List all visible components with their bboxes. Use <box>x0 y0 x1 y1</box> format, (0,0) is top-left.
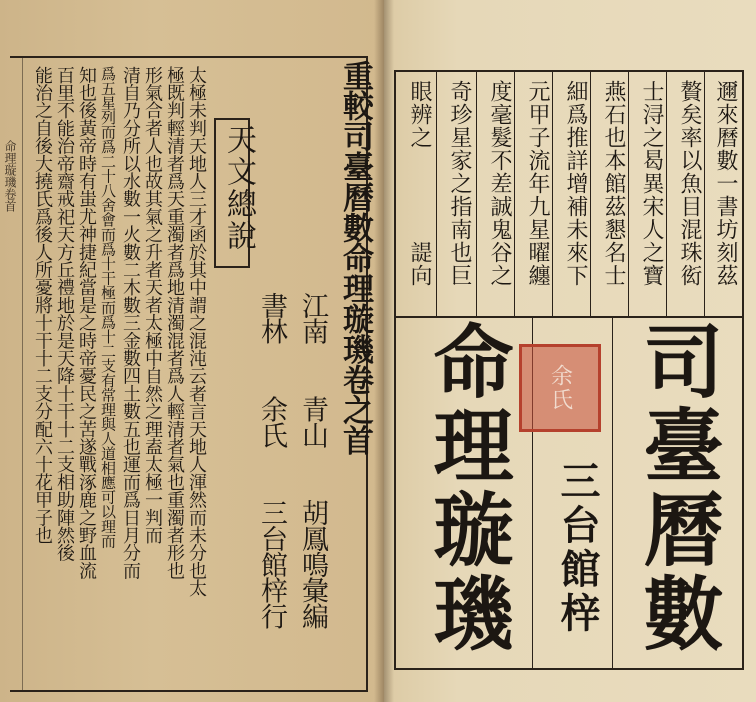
compiler-line: 江南 青山 胡鳳鳴彙編 <box>297 292 328 629</box>
frame-top-rule <box>10 56 368 58</box>
preface-column: 元甲子流年九星曜纏 <box>525 80 550 287</box>
cover-publisher: 三台館梓 <box>554 460 601 636</box>
preface-column: 細爲推詳增補未來下 <box>563 80 588 287</box>
body-column: 極既判輕清者爲天重濁者爲地清濁混者爲人輕清者氣也重濁者形也 <box>164 66 185 580</box>
cover-title-right: 司臺曆數 <box>630 320 724 656</box>
preface-column: 士浔之曷異宋人之寶 <box>639 80 664 287</box>
book-spine-fold <box>374 0 394 702</box>
preface-column: 贅矣率以魚目混珠衒 <box>677 80 702 287</box>
frame-inner-rule <box>22 56 23 692</box>
body-column: 清自乃分所以水數一火數二木數三金數四土數五也運而爲日月分而 <box>120 66 141 580</box>
preface-column: 邇來曆數一書坊刻茲 <box>713 80 738 287</box>
publisher-seal: 余氏 <box>519 344 601 432</box>
preface-column: 奇珍星家之指南也巨 <box>447 80 472 287</box>
preface-divider <box>394 316 744 318</box>
margin-note: 命理璇璣卷首 <box>3 140 17 212</box>
body-column: 百里不能治帝齋戒祀天方丘禮地於是天降十干十二支相助陣然後 <box>54 66 75 562</box>
publisher-line: 書林 余氏 三台館梓行 <box>256 292 287 629</box>
preface-rule <box>436 70 437 316</box>
body-column: 知也後黃帝時有蚩尤神捷紀當是之時帝憂民之苦遂戰涿鹿之野血流 <box>76 66 97 580</box>
preface-column: 燕石也本館茲懇名士 <box>601 80 626 287</box>
preface-column: 度毫髮不差誠鬼谷之 <box>487 80 512 287</box>
preface-column: 眼辨之 諟向 <box>407 80 432 287</box>
title-rule <box>612 318 613 670</box>
body-column: 形氣合者人也故其氣之升者天者太極中自然之理盍太極一判而 <box>142 66 163 544</box>
preface-rule <box>476 70 477 316</box>
frame-bottom-rule <box>10 690 368 692</box>
cover-title-left: 命理璇璣 <box>420 320 514 656</box>
body-column: 能治之自後大撓氏爲後人所憂將十干十二支分配六十花甲子也 <box>32 66 53 544</box>
body-column: 太極未判天地人三才函於其中謂之混沌云者言天地人渾然而未分也太 <box>186 66 207 598</box>
section-heading: 天文總說 <box>221 124 256 252</box>
volume-title: 重較司臺曆數命理璇璣卷之首 <box>337 60 373 456</box>
body-column: 爲五星列而爲二十八舍會而爲十干極而爲十二支有常理與人道相應可以理而 <box>99 66 117 548</box>
